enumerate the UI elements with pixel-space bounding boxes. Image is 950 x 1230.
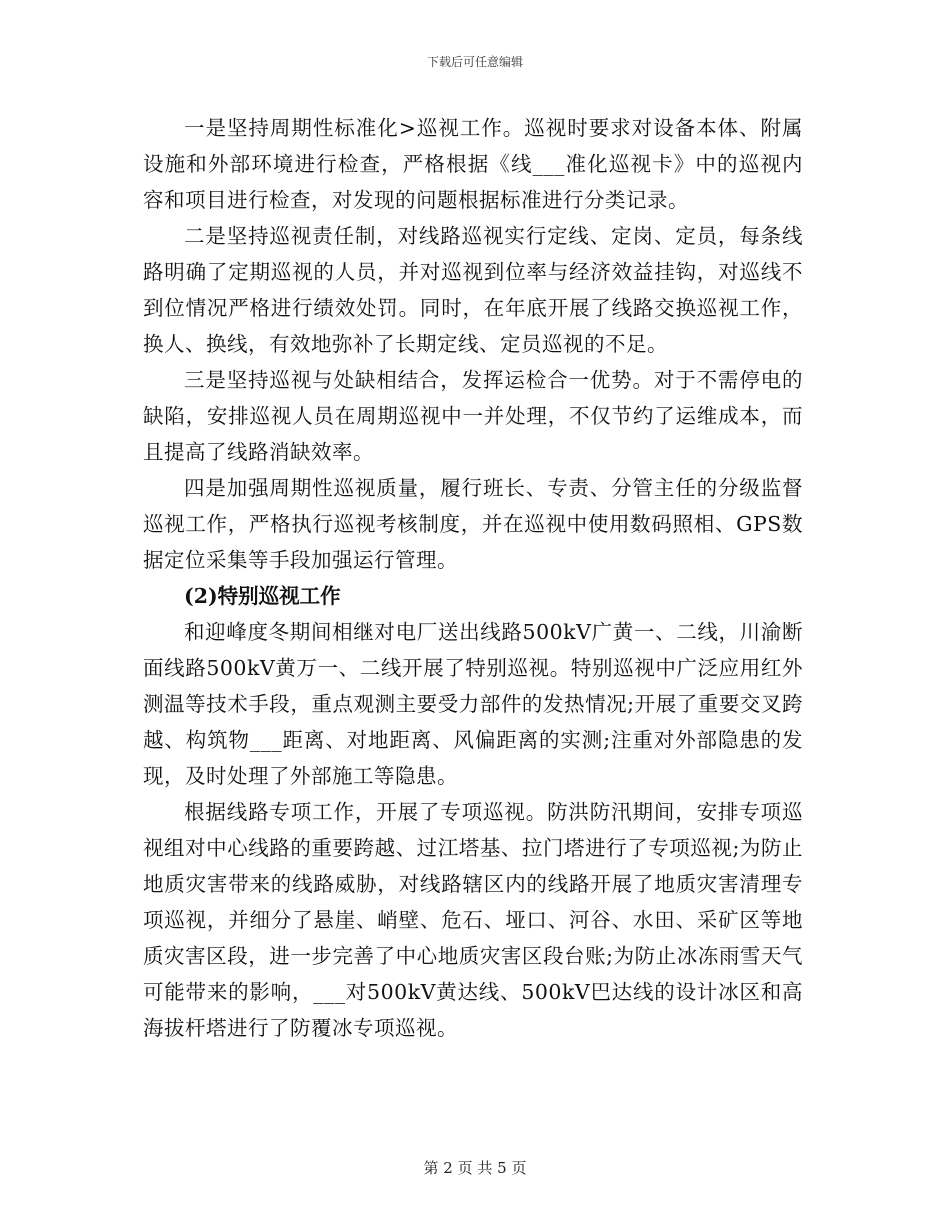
page-number: 第 2 页 共 5 页 [423, 1159, 527, 1177]
paragraph-2: 二是坚持巡视责任制，对线路巡视实行定线、定岗、定员，每条线路明确了定期巡视的人员，并对巡视到位率与经济效益挂钩，对巡线不到位情况严格进行绩效处罚。同时，在年底开展了线路交换巡视工作，换人、换线，有效地弥补了长期定线、定员巡视的不足。 [143, 224, 803, 356]
document-body [143, 110, 803, 1046]
paragraph-1: 一是坚持周期性标准化>巡视工作。巡视时要求对设备本体、附属设施和外部环境进行检查，严格根据《线___准化巡视卡》中的巡视内容和项目进行检查，对发现的问题根据标准进行分类记录。 [143, 116, 803, 212]
paragraph-6: 根据线路专项工作，开展了专项巡视。防洪防汛期间，安排专项巡视组对中心线路的重要跨越、过江塔基、拉门塔进行了专项巡视;为防止地质灾害带来的线路威胁，对线路辖区内的线路开展了地质灾害清理专项巡视，并细分了悬崖、峭壁、危石、垭口、河谷、水田、采矿区等地质灾害区段，进一步完善了中心地质灾害区段台账;为防止冰冻雨雪天气可能带来的影响，___对500kV黄达线、500kV巴达线的设计冰区和高海拔杆塔进行了防覆冰专项巡视。 [143, 800, 803, 1040]
paragraph-4: 四是加强周期性巡视质量，履行班长、专责、分管主任的分级监督巡视工作，严格执行巡视考核制度，并在巡视中使用数码照相、GPS数据定位采集等手段加强运行管理。 [143, 476, 803, 572]
paragraph-5: 和迎峰度冬期间相继对电厂送出线路500kV广黄一、二线，川渝断面线路500kV黄万一、二线开展了特别巡视。特别巡视中广泛应用红外测温等技术手段，重点观测主要受力部件的发热情况;开展了重要交叉跨越、构筑物___距离、对地距离、风偏距离的实测;注重对外部隐患的发现，及时处理了外部施工等隐患。 [143, 620, 803, 788]
page-header: 下载后可任意编辑 [426, 55, 523, 69]
section-heading: (2)特别巡视工作 [184, 584, 341, 608]
paragraph-3: 三是坚持巡视与处缺相结合，发挥运检合一优势。对于不需停电的缺陷，安排巡视人员在周期巡视中一并处理，不仅节约了运维成本，而且提高了线路消缺效率。 [143, 368, 803, 464]
